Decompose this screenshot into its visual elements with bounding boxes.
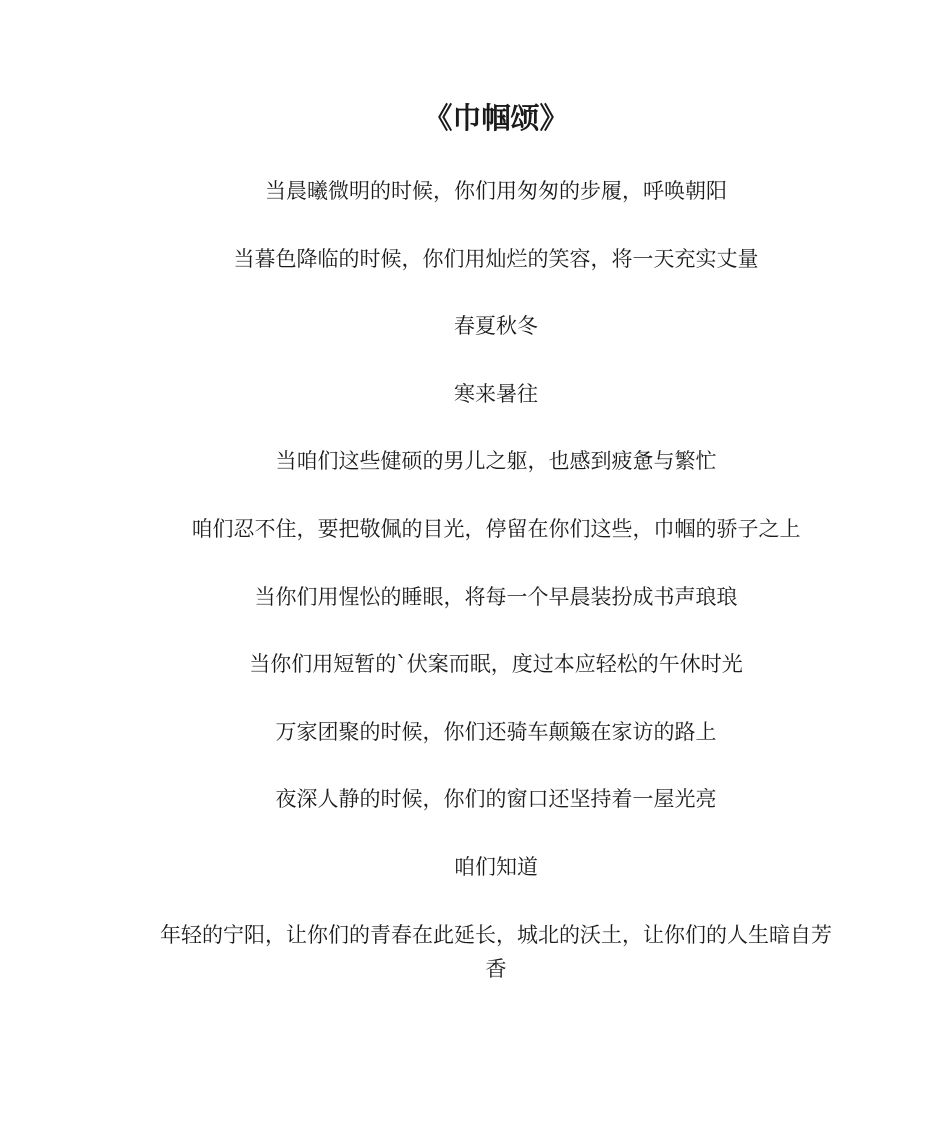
poem-line: 寒来暑往 <box>454 381 538 406</box>
poem-line: 咱们忍不住，要把敬佩的目光，停留在你们这些，巾帼的骄子之上 <box>191 516 801 541</box>
poem-line: 当暮色降临的时候，你们用灿烂的笑容，将一天充实丈量 <box>233 246 759 271</box>
poem-line: 万家团聚的时候，你们还骑车颠簸在家访的路上 <box>275 719 717 744</box>
poem-line: 春夏秋冬 <box>454 314 538 339</box>
poem-line: 当你们用短暂的`伏案而眠，度过本应轻松的午休时光 <box>249 652 743 677</box>
poem-line: 当晨曦微明的时候，你们用匆匆的步履，呼唤朝阳 <box>265 179 727 203</box>
poem-title: 《巾帼颂》 <box>423 101 569 135</box>
poem-line: 咱们知道 <box>454 854 538 879</box>
poem-line: 年轻的宁阳，让你们的青春在此延长，城北的沃土，让你们的人生暗自芳香 <box>160 922 832 981</box>
poem-line: 当咱们这些健硕的男儿之躯，也感到疲惫与繁忙 <box>275 449 717 474</box>
poem-line: 当你们用惺忪的睡眼，将每一个早晨装扮成书声琅琅 <box>254 584 738 609</box>
poem-line: 夜深人静的时候，你们的窗口还坚持着一屋光亮 <box>275 787 717 812</box>
poem-body <box>160 174 832 1019</box>
